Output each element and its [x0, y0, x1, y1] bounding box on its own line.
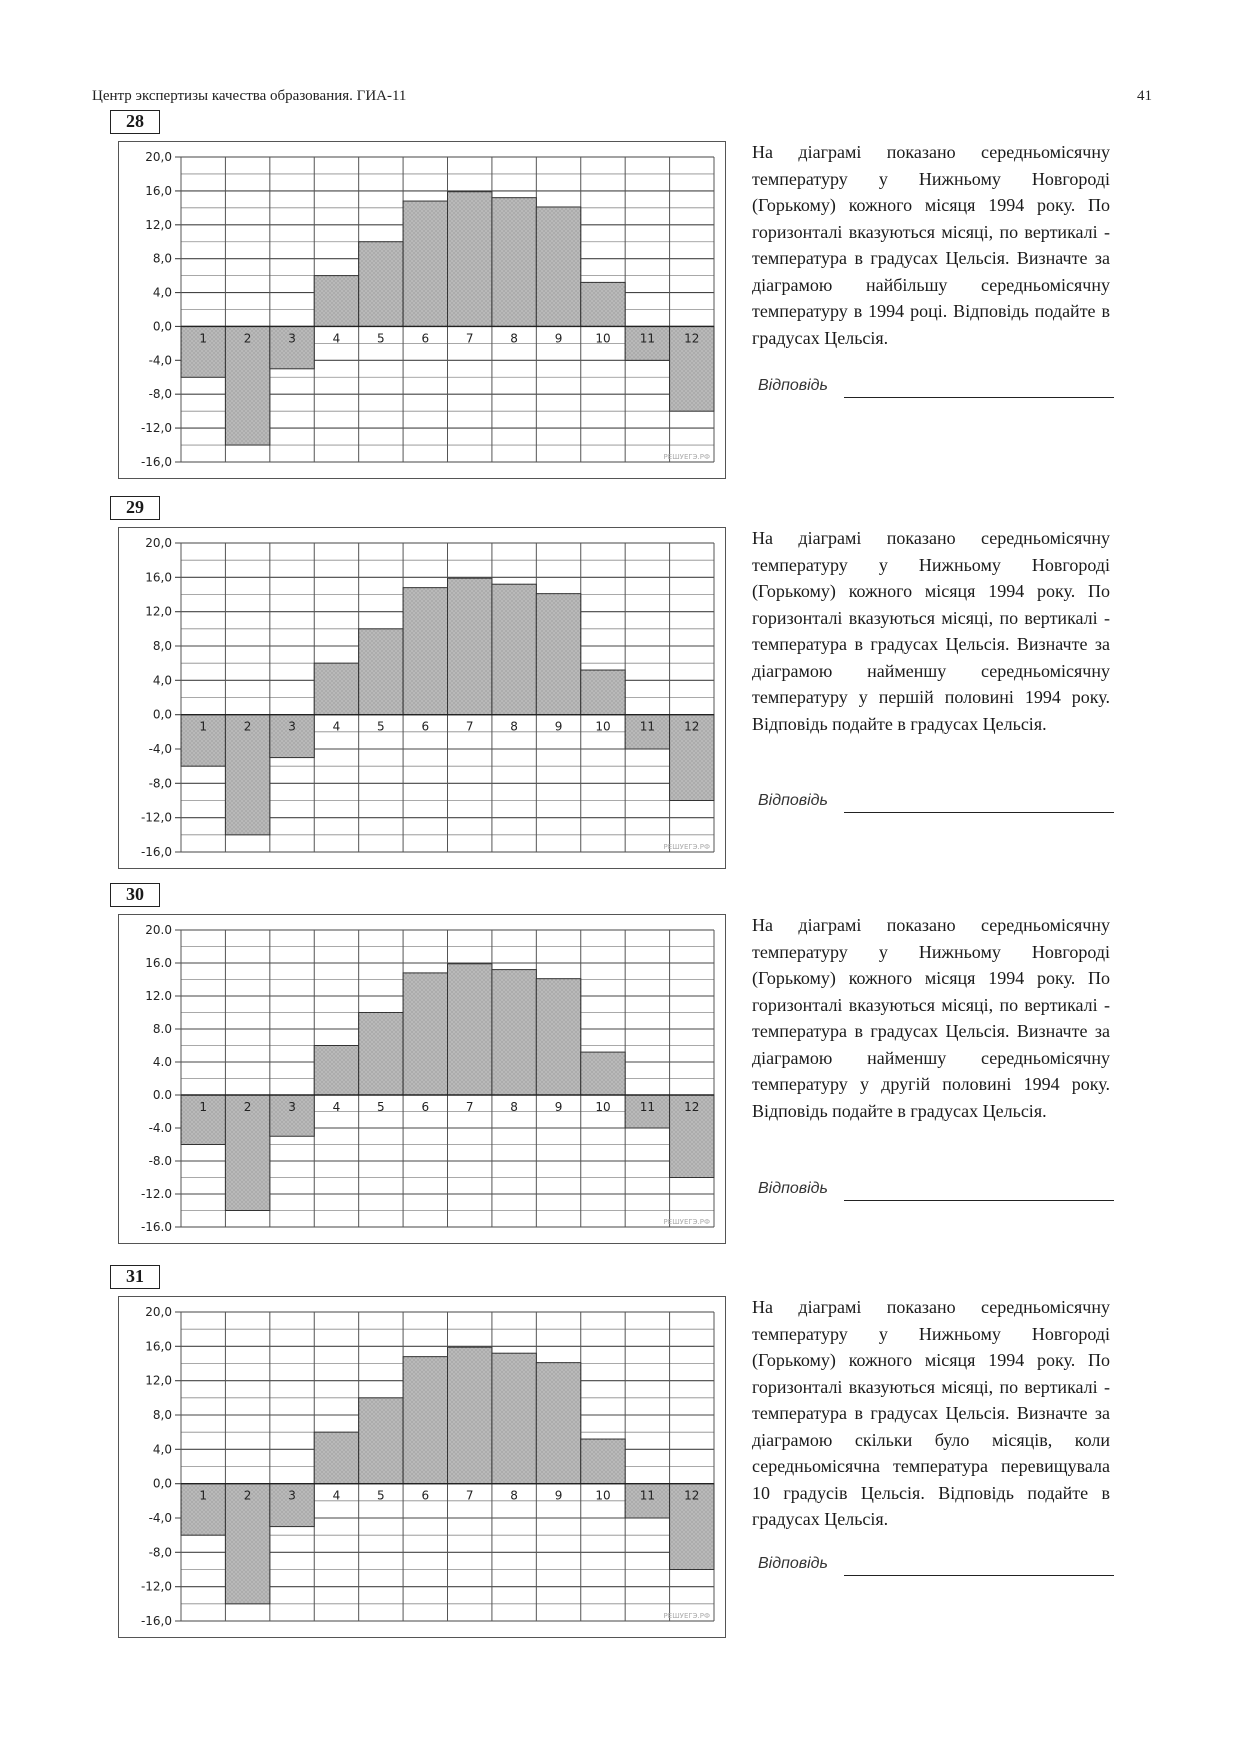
answer-row — [758, 377, 1114, 403]
task-question: На діаграмі показано середньомісячну температуру у Нижньому Новгороді (Горькому) кожного місяця 1994 року. По горизонталі вказуються місяці, по вертикалі - температура в градусах Цельсія. Визначте за діаграмою скільки було місяців, коли середньомісячна температура перевищувала 10 градусів Цельсія. Відповідь подайте в градусах Цельсія. — [752, 1297, 1110, 1529]
bar-month-10 — [581, 1052, 625, 1095]
bar-month-10 — [581, 1439, 625, 1484]
month-label: 7 — [465, 1100, 474, 1114]
y-tick-label: 8.0 — [152, 1022, 172, 1036]
y-tick-label: -4.0 — [148, 1121, 172, 1135]
answer-label: Відповідь — [758, 792, 828, 809]
bar-chart-svg — [119, 1297, 724, 1636]
month-label: 3 — [288, 1100, 296, 1114]
answer-field[interactable] — [844, 1575, 1114, 1576]
month-label: 12 — [684, 1488, 700, 1503]
answer-field[interactable] — [844, 1200, 1114, 1201]
bar-month-8 — [492, 198, 536, 327]
watermark: РЕШУЕГЭ.РФ — [663, 1612, 710, 1620]
month-label: 6 — [421, 331, 430, 346]
y-tick-label: 12,0 — [145, 1373, 172, 1388]
answer-row — [758, 1180, 1114, 1206]
bar-month-9 — [536, 979, 580, 1095]
month-label: 2 — [243, 719, 252, 734]
month-label: 4 — [332, 1100, 341, 1114]
month-label: 10 — [595, 1100, 611, 1114]
month-label: 1 — [199, 1488, 208, 1503]
month-label: 11 — [639, 331, 656, 346]
bar-chart-svg — [119, 528, 724, 867]
y-tick-label: 4,0 — [152, 673, 172, 688]
y-tick-label: 20,0 — [145, 1305, 172, 1319]
month-label: 2 — [243, 1488, 252, 1503]
task-question: На діаграмі показано середньомісячну температуру у Нижньому Новгороді (Горькому) кожного місяця 1994 року. По горизонталі вказуються місяці, по вертикалі - температура в градусах Цельсія. Визначте за діаграмою найменшу середньомісячну температуру у першій половині 1994 року. Відповідь подайте в градусах Цельсія. — [752, 528, 1110, 734]
month-label: 2 — [243, 1100, 252, 1114]
bar-month-6 — [403, 201, 447, 326]
month-label: 8 — [510, 1488, 518, 1503]
y-tick-label: 4.0 — [152, 1055, 172, 1069]
y-tick-label: -12,0 — [140, 421, 172, 436]
month-label: 7 — [465, 331, 474, 346]
month-label: 5 — [377, 719, 385, 734]
y-tick-label: 16,0 — [145, 570, 172, 585]
watermark: РЕШУЕГЭ.РФ — [663, 453, 710, 461]
answer-label: Відповідь — [758, 377, 828, 394]
header-title: Центр экспертизы качества образования. ГИА-11 — [92, 88, 407, 104]
task-number: 31 — [110, 1265, 160, 1289]
y-tick-label: -8,0 — [148, 1545, 172, 1560]
task-number: 28 — [110, 110, 160, 134]
bar-month-5 — [359, 242, 403, 327]
task-question: На діаграмі показано середньомісячну температуру у Нижньому Новгороді (Горькому) кожного місяця 1994 року. По горизонталі вказуються місяці, по вертикалі - температура в градусах Цельсія. Визначте за діаграмою найменшу середньомісячну температуру у другій половині 1994 року. Відповідь подайте в градусах Цельсія. — [752, 915, 1110, 1121]
month-label: 6 — [421, 1100, 430, 1114]
y-tick-label: 8,0 — [152, 639, 172, 653]
y-tick-label: -12,0 — [140, 810, 172, 825]
month-label: 7 — [465, 719, 474, 734]
bar-month-4 — [314, 1432, 358, 1484]
bar-month-9 — [536, 594, 580, 715]
month-label: 12 — [684, 1100, 700, 1114]
bar-month-9 — [536, 1363, 580, 1484]
y-tick-label: 20,0 — [145, 536, 172, 550]
bar-month-6 — [403, 973, 447, 1095]
month-label: 1 — [199, 1100, 208, 1114]
month-label: 8 — [510, 1100, 518, 1114]
watermark: РЕШУЕГЭ.РФ — [663, 843, 710, 851]
temperature-chart — [118, 141, 726, 479]
bar-month-8 — [492, 1353, 536, 1483]
y-tick-label: -8.0 — [148, 1154, 172, 1168]
y-tick-label: 16,0 — [145, 183, 172, 198]
month-label: 1 — [199, 719, 208, 734]
month-label: 4 — [332, 1488, 341, 1503]
bar-month-8 — [492, 970, 536, 1095]
y-tick-label: 20,0 — [145, 150, 172, 164]
month-label: 5 — [377, 1488, 385, 1503]
y-tick-label: 4,0 — [152, 1442, 172, 1457]
answer-field[interactable] — [844, 812, 1114, 813]
y-tick-label: 0,0 — [152, 319, 172, 334]
watermark: РЕШУЕГЭ.РФ — [663, 1218, 710, 1226]
answer-label: Відповідь — [758, 1180, 828, 1197]
y-tick-label: 8,0 — [152, 1408, 172, 1422]
temperature-chart — [118, 1296, 726, 1638]
month-label: 8 — [510, 331, 518, 346]
y-tick-label: -16,0 — [140, 1614, 172, 1628]
answer-label: Відповідь — [758, 1555, 828, 1572]
y-tick-label: -4,0 — [148, 1511, 172, 1525]
y-tick-label: 16,0 — [145, 1339, 172, 1354]
month-label: 8 — [510, 719, 518, 734]
y-tick-label: 12,0 — [145, 217, 172, 232]
bar-month-8 — [492, 584, 536, 714]
bar-month-7 — [448, 964, 492, 1095]
y-tick-label: -12.0 — [140, 1187, 172, 1201]
month-label: 9 — [554, 331, 563, 346]
bar-chart-svg — [119, 142, 724, 477]
bar-chart-svg — [119, 915, 724, 1242]
bar-month-5 — [359, 1398, 403, 1484]
month-label: 2 — [243, 331, 252, 346]
y-tick-label: 0,0 — [152, 1476, 172, 1491]
bar-month-5 — [359, 1013, 403, 1096]
task-question: На діаграмі показано середньомісячну температуру у Нижньому Новгороді (Горькому) кожного місяця 1994 року. По горизонталі вказуються місяці, по вертикалі - температура в градусах Цельсія. Визначте за діаграмою найбільшу середньомісячну температуру в 1994 році. Відповідь подайте в градусах Цельсія. — [752, 142, 1110, 348]
month-label: 11 — [639, 1100, 656, 1114]
page-number: 41 — [1137, 88, 1152, 104]
bar-month-4 — [314, 663, 358, 715]
temperature-chart — [118, 527, 726, 869]
month-label: 3 — [288, 719, 296, 734]
task-number: 29 — [110, 496, 160, 520]
month-label: 9 — [554, 1488, 563, 1503]
bar-month-7 — [448, 192, 492, 327]
month-label: 9 — [554, 1100, 563, 1114]
bar-month-4 — [314, 276, 358, 327]
y-tick-label: -16,0 — [140, 845, 172, 859]
y-tick-label: -16.0 — [140, 1220, 172, 1234]
y-tick-label: -8,0 — [148, 776, 172, 791]
y-tick-label: -16,0 — [140, 455, 172, 469]
month-label: 10 — [595, 719, 611, 734]
y-tick-label: 0.0 — [152, 1088, 172, 1102]
month-label: 10 — [595, 1488, 611, 1503]
bar-month-4 — [314, 1046, 358, 1096]
month-label: 3 — [288, 1488, 296, 1503]
month-label: 12 — [684, 331, 700, 346]
y-tick-label: 12,0 — [145, 604, 172, 619]
month-label: 4 — [332, 331, 341, 346]
month-label: 6 — [421, 1488, 430, 1503]
y-tick-label: 4,0 — [152, 285, 172, 300]
temperature-chart — [118, 914, 726, 1244]
month-label: 4 — [332, 719, 341, 734]
bar-month-5 — [359, 629, 403, 715]
bar-month-6 — [403, 588, 447, 715]
month-label: 5 — [377, 1100, 385, 1114]
y-tick-label: -4,0 — [148, 742, 172, 756]
month-label: 11 — [639, 719, 656, 734]
page-header — [92, 88, 1152, 110]
y-tick-label: -4,0 — [148, 353, 172, 368]
y-tick-label: -8,0 — [148, 387, 172, 402]
bar-month-6 — [403, 1357, 447, 1484]
y-tick-label: 20.0 — [145, 923, 172, 937]
y-tick-label: 8,0 — [152, 251, 172, 266]
month-label: 3 — [288, 331, 296, 346]
y-tick-label: -12,0 — [140, 1579, 172, 1594]
month-label: 6 — [421, 719, 430, 734]
month-label: 1 — [199, 331, 208, 346]
bar-month-7 — [448, 578, 492, 714]
bar-month-7 — [448, 1347, 492, 1483]
month-label: 9 — [554, 719, 563, 734]
y-tick-label: 0,0 — [152, 707, 172, 722]
task-number: 30 — [110, 883, 160, 907]
bar-month-10 — [581, 282, 625, 326]
month-label: 12 — [684, 719, 700, 734]
answer-field[interactable] — [844, 397, 1114, 398]
month-label: 7 — [465, 1488, 474, 1503]
bar-month-9 — [536, 207, 580, 326]
month-label: 10 — [595, 331, 611, 346]
bar-month-10 — [581, 670, 625, 715]
month-label: 11 — [639, 1488, 656, 1503]
y-tick-label: 12.0 — [145, 989, 172, 1003]
month-label: 5 — [377, 331, 385, 346]
answer-row — [758, 1555, 1114, 1581]
y-tick-label: 16.0 — [145, 956, 172, 970]
answer-row — [758, 792, 1114, 818]
